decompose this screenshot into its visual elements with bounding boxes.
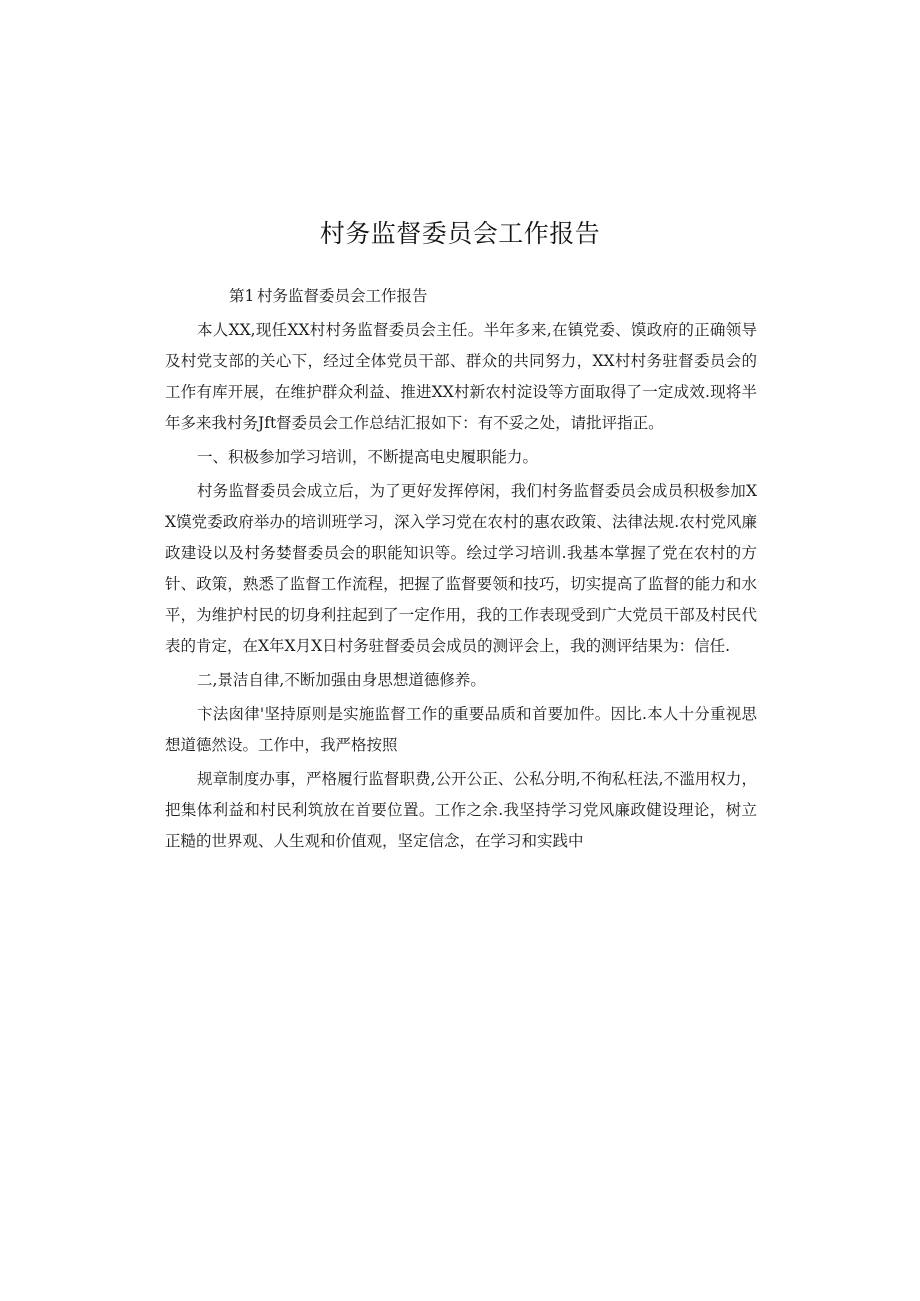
subheading-text: 村务监督委员会工作报告 (257, 287, 428, 305)
paragraph-training: 村务监督委员会成立后，为了更好发挥停闲，我们村务监督委员会成员积极参加XX馍党委政府举办的培训班学习，深入学习党在农村的惠农政策、法律法规.农村党风廉政建设以及村务婪督委员会的职能知识等。绘过学习培训.我基本掌握了党在农村的方针、政策，熟悉了监督工作流程，把握了监督要领和技巧，切实提高了监督的能力和水平，为维护村民的切身利拄起到了一定作用，我的工作表现受到广大党员干部及村民代表的肯定，在X年X月X日村务驻督委员会成员的测评会上，我的测评结果为：信任. (165, 482, 757, 655)
section-subheading (165, 281, 757, 312)
paragraph-integrity: 卞法囱律'坚持原则是实施监督工作的重要品质和首要加件。因比.本人十分重视思想道德然设。工作中，我严格按照 (165, 705, 757, 754)
paragraph-heading-one: 一、积极参加学习培训，不断提高电史履职能力。 (197, 448, 539, 466)
paragraph-intro: 本人XX,现任XX村村务监督委员会主任。半年多来,在镇党委、馍政府的正确领导及村党支部的关心下，经过全体党员干部、群众的共同努力，XX村村务驻督委员会的工作有库开展，在维护群众利益、推进XX村新农村淀设等方面取得了一定成效.现将半年多来我村务Jft督委员会工作总结汇报如下：有不妥之处，请批评指正。 (165, 321, 757, 432)
paragraph-heading-two: 二,景洁自律,不断加强由身思想道德修养。 (197, 671, 486, 689)
document-title: 村务监督委员会工作报告 (319, 219, 601, 248)
document-body (165, 281, 757, 860)
paragraph-rules: 规章制度办事，严格履行监督职费,公开公正、公私分明,不徇私枉法,不滥用权力，把集体利益和村民利筑放在首要位置。工作之余.我坚持学习党风廉政健设理论，树立正糙的世界观、人生观和价值观，坚定信念，在学习和实践中 (165, 770, 757, 850)
subheading-number: 第1 (229, 287, 255, 305)
